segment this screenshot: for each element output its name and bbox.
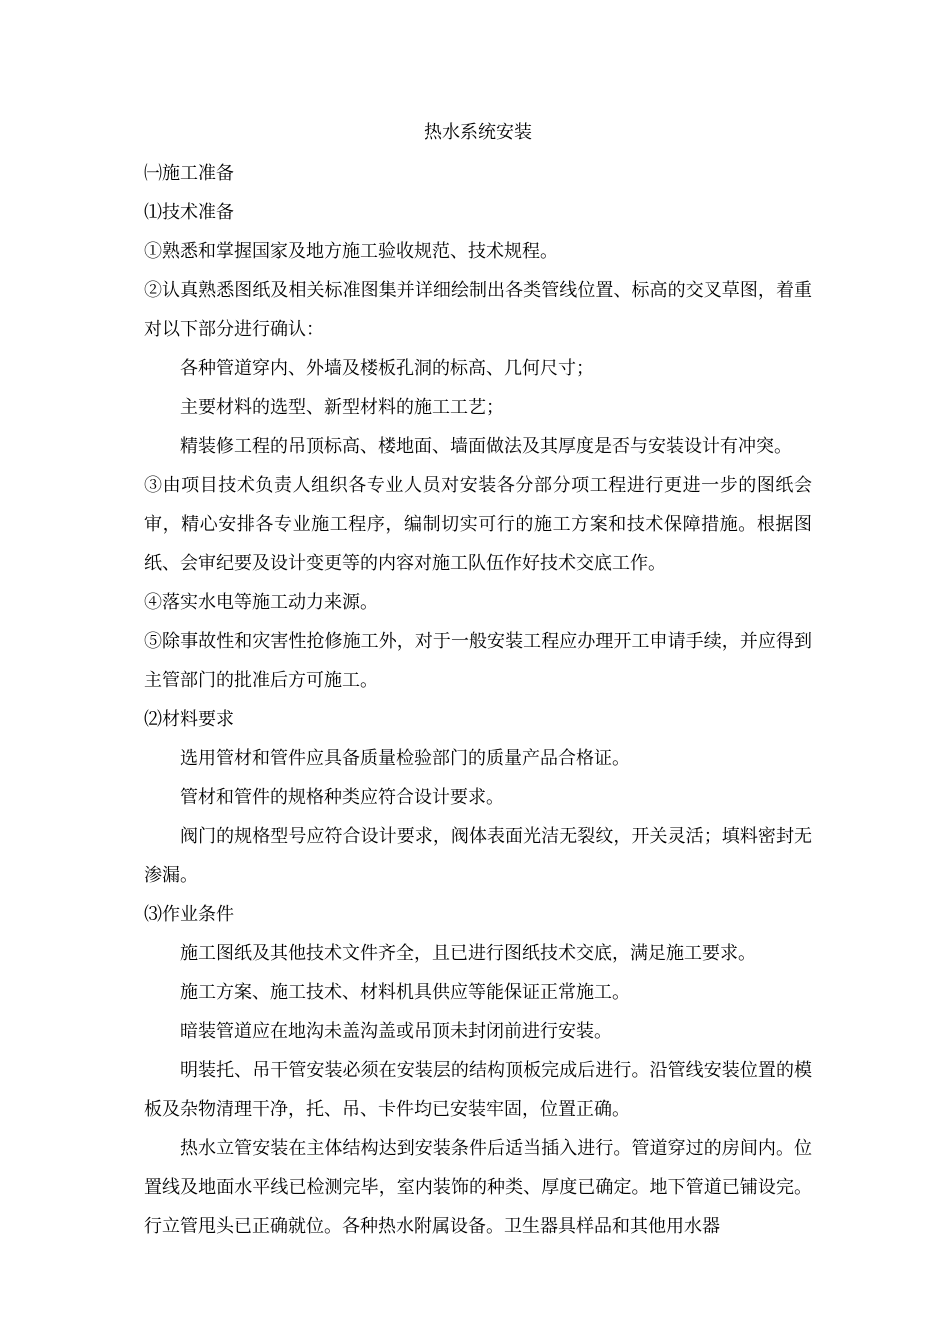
paragraph: 管材和管件的规格种类应符合设计要求。 — [180, 787, 504, 808]
paragraph: 选用管材和管件应具备质量检验部门的质量产品合格证。 — [180, 748, 630, 769]
paragraph: ⑶作业条件 — [144, 904, 234, 925]
paragraph: 施工方案、施工技术、材料机具供应等能保证正常施工。 — [180, 982, 630, 1003]
paragraph: 精装修工程的吊顶标高、楼地面、墙面做法及其厚度是否与安装设计有冲突。 — [180, 436, 792, 457]
document-body — [144, 112, 812, 1246]
paragraph: ⑤除事故性和灾害性抢修施工外，对于一般安装工程应办理开工申请手续，并应得到主管部门的批准后方可施工。 — [144, 631, 812, 691]
paragraph: ⑵材料要求 — [144, 709, 234, 730]
document-title: 热水系统安装 — [424, 122, 532, 143]
paragraph: ⑴技术准备 — [144, 202, 234, 223]
paragraph: 阀门的规格型号应符合设计要求，阀体表面光洁无裂纹，开关灵活；填料密封无渗漏。 — [144, 826, 812, 886]
paragraph: 暗装管道应在地沟未盖沟盖或吊顶未封闭前进行安装。 — [180, 1021, 612, 1042]
paragraph: 主要材料的选型、新型材料的施工工艺； — [180, 397, 504, 418]
paragraph: 明装托、吊干管安装必须在安装层的结构顶板完成后进行。沿管线安装位置的模板及杂物清理干净，托、吊、卡件均已安装牢固，位置正确。 — [144, 1060, 812, 1120]
paragraph: 施工图纸及其他技术文件齐全，且已进行图纸技术交底，满足施工要求。 — [180, 943, 756, 964]
paragraph: ㈠施工准备 — [144, 163, 234, 184]
paragraph: ①熟悉和掌握国家及地方施工验收规范、技术规程。 — [144, 241, 558, 262]
paragraph: ②认真熟悉图纸及相关标准图集并详细绘制出各类管线位置、标高的交叉草图，着重对以下部分进行确认： — [144, 280, 812, 340]
paragraph: 各种管道穿内、外墙及楼板孔洞的标高、几何尺寸； — [180, 358, 594, 379]
paragraph: 热水立管安装在主体结构达到安装条件后适当插入进行。管道穿过的房间内。位置线及地面水平线已检测完毕，室内装饰的种类、厚度已确定。地下管道已铺设完。行立管甩头已正确就位。各种热水附属设备。卫生器具样品和其他用水器 — [144, 1138, 812, 1237]
paragraph: ③由项目技术负责人组织各专业人员对安装各分部分项工程进行更进一步的图纸会审，精心安排各专业施工程序，编制切实可行的施工方案和技术保障措施。根据图纸、会审纪要及设计变更等的内容对施工队伍作好技术交底工作。 — [144, 475, 812, 574]
paragraph: ④落实水电等施工动力来源。 — [144, 592, 378, 613]
paragraph-list — [144, 154, 812, 1246]
